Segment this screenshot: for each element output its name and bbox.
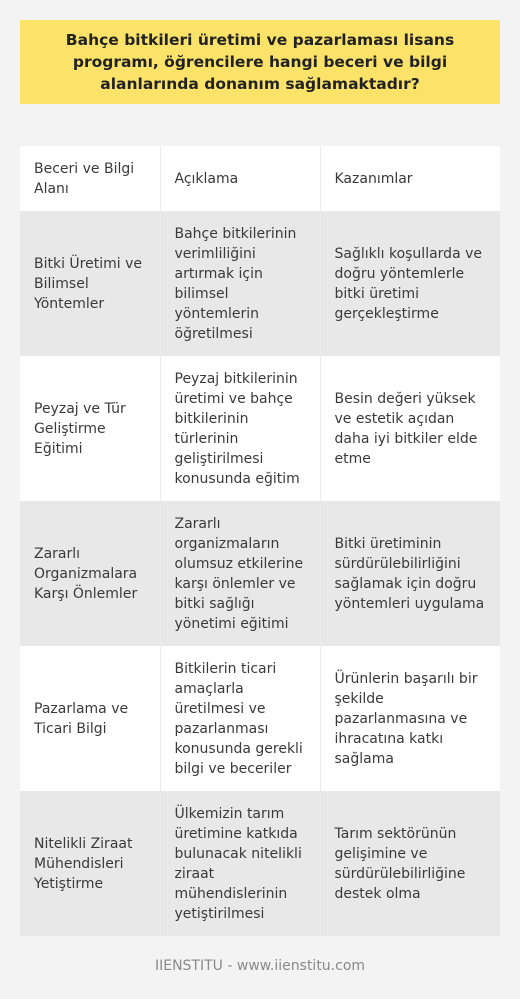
table-header-row [20,146,500,211]
cell-gains: Bitki üretiminin sürdürülebilirliğini sağlamak için doğru yöntemleri uygulama [334,535,485,612]
cell-skill-area: Pazarlama ve Ticari Bilgi [20,646,160,791]
table-row [20,501,500,646]
cell-gains: Ürünlerin başarılı bir şekilde pazarlanmasına ve ihracatına katkı sağlama [334,670,478,767]
header-gains: Kazanımlar [334,170,413,187]
skills-table-container [20,146,500,936]
page-title: Bahçe bitkileri üretimi ve pazarlaması lisans programı, öğrencilere hangi beceri ve bilgi alanlarında donanım sağlamaktadır? [65,31,455,93]
table-row [20,211,500,356]
skills-table [20,146,500,936]
cell-skill-area: Bitki Üretimi ve Bilimsel Yöntemler [20,211,160,356]
cell-skill-area: Nitelikli Ziraat Mühendisleri Yetiştirme [20,791,160,936]
cell-description: Zararlı organizmaların olumsuz etkilerine karşı önlemler ve bitki sağlığı yönetimi eğitimi [160,501,320,646]
title-banner [20,20,500,104]
header-skill-area: Beceri ve Bilgi Alanı [20,146,160,211]
cell-skill-area: Zararlı Organizmalara Karşı Önlemler [20,501,160,646]
cell-description: Peyzaj bitkilerinin üretimi ve bahçe bitkilerinin türlerinin geliştirilmesi konusunda eğitim [160,356,320,501]
cell-description: Bahçe bitkilerinin verimliliğini artırmak için bilimsel yöntemlerin öğretilmesi [160,211,320,356]
cell-gains: Besin değeri yüksek ve estetik açıdan daha iyi bitkiler elde etme [334,390,478,467]
cell-description: Bitkilerin ticari amaçlarla üretilmesi ve pazarlanması konusunda gerekli bilgi ve beceriler [160,646,320,791]
header-description: Açıklama [160,146,320,211]
cell-gains: Tarım sektörünün gelişimine ve sürdürülebilirliğine destek olma [334,825,466,902]
cell-skill-area: Peyzaj ve Tür Geliştirme Eğitimi [20,356,160,501]
table-row [20,356,500,501]
cell-gains: Sağlıklı koşullarda ve doğru yöntemlerle bitki üretimi gerçekleştirme [334,245,482,322]
footer-credit: IIENSTITU - www.iienstitu.com [154,958,366,974]
table-row [20,791,500,936]
cell-description: Ülkemizin tarım üretimine katkıda bulunacak nitelikli ziraat mühendislerinin yetiştirilmesi [160,791,320,936]
table-row [20,646,500,791]
